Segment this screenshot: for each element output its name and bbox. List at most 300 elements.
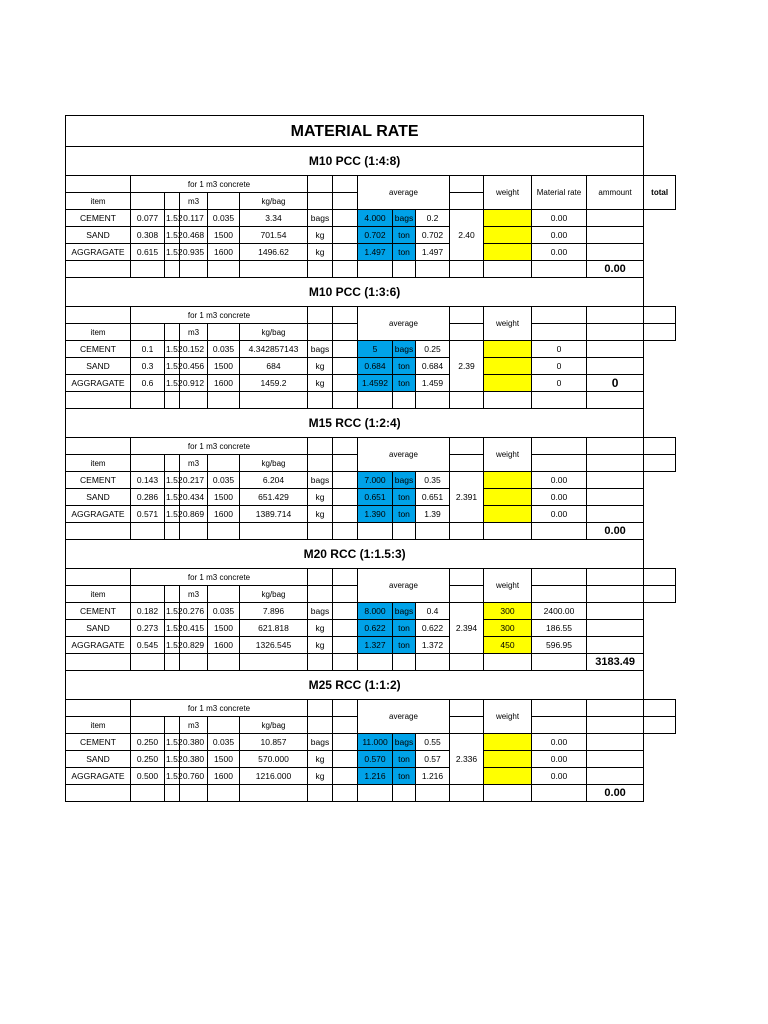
section-weight: 2.394: [450, 603, 484, 654]
blank: [644, 324, 676, 341]
data-row: [66, 768, 676, 785]
section-total: 3183.49: [587, 654, 644, 671]
blank: [587, 768, 644, 785]
factor-value: 1.52: [165, 637, 180, 654]
unit-value: kg: [308, 768, 333, 785]
for-label: for 1 m3 concrete: [131, 307, 308, 324]
blank: [333, 785, 358, 802]
amount-value: 0.00: [532, 472, 587, 489]
blank: [587, 489, 644, 506]
density-value: 1600: [208, 768, 240, 785]
item-name: AGGRAGATE: [66, 637, 131, 654]
weight-header: weight: [484, 569, 532, 603]
m3-value: 0.912: [180, 375, 208, 392]
average-value: 4.000: [358, 210, 393, 227]
weight-value: 0.702: [416, 227, 450, 244]
factor-value: 1.52: [165, 489, 180, 506]
blank: [165, 523, 180, 540]
blank: [450, 438, 484, 455]
weight-value: 0.651: [416, 489, 450, 506]
blank: [308, 717, 333, 734]
for-label: for 1 m3 concrete: [131, 176, 308, 193]
blank: [333, 227, 358, 244]
blank: [180, 392, 208, 409]
material-rate-input[interactable]: [484, 358, 532, 375]
blank: [416, 654, 450, 671]
ratio-value: 0.615: [131, 244, 165, 261]
density-value: 0.035: [208, 341, 240, 358]
section-title: M15 RCC (1:2:4): [66, 409, 644, 438]
page-title: MATERIAL RATE: [66, 116, 644, 147]
material-rate-sheet: [65, 115, 676, 802]
average-unit: ton: [393, 244, 416, 261]
ratio-value: 0.500: [131, 768, 165, 785]
blank: [308, 261, 333, 278]
item-name: SAND: [66, 358, 131, 375]
factor-value: 1.52: [165, 768, 180, 785]
item-name: SAND: [66, 227, 131, 244]
ratio-value: 0.143: [131, 472, 165, 489]
blank: [66, 438, 131, 455]
section-weight: 2.391: [450, 472, 484, 523]
kg-value: 6.204: [240, 472, 308, 489]
material-rate-input[interactable]: [484, 768, 532, 785]
weight-value: 1.216: [416, 768, 450, 785]
average-unit: bags: [393, 210, 416, 227]
blank: [308, 654, 333, 671]
average-unit: ton: [393, 227, 416, 244]
blank: [308, 193, 333, 210]
material-rate-input[interactable]: [484, 375, 532, 392]
blank: [333, 734, 358, 751]
blank: [450, 193, 484, 210]
average-unit: ton: [393, 506, 416, 523]
m3-value: 0.456: [180, 358, 208, 375]
average-unit: ton: [393, 489, 416, 506]
blank: [66, 176, 131, 193]
blank: [484, 261, 532, 278]
density-value: 1500: [208, 227, 240, 244]
factor-value: 1.52: [165, 244, 180, 261]
blank: [165, 324, 180, 341]
blank: [587, 734, 644, 751]
density-value: 0.035: [208, 472, 240, 489]
blank: [308, 324, 333, 341]
material-rate-input[interactable]: [484, 751, 532, 768]
kg-value: 570.000: [240, 751, 308, 768]
m3-value: 0.760: [180, 768, 208, 785]
blank: [240, 654, 308, 671]
average-header: average: [358, 438, 450, 472]
blank: [308, 785, 333, 802]
material-rate-input[interactable]: [484, 227, 532, 244]
weight-value: 1.372: [416, 637, 450, 654]
blank: [208, 261, 240, 278]
item-header: item: [66, 455, 131, 472]
sec-row: [66, 540, 676, 569]
blank: [308, 438, 333, 455]
blank: [333, 768, 358, 785]
average-value: 11.000: [358, 734, 393, 751]
m3-value: 0.869: [180, 506, 208, 523]
unit-value: kg: [308, 506, 333, 523]
head-row: [66, 307, 676, 324]
material-rate-input[interactable]: [484, 341, 532, 358]
average-unit: bags: [393, 734, 416, 751]
blank: [180, 523, 208, 540]
blank: [308, 700, 333, 717]
blank: [358, 261, 393, 278]
average-value: 0.570: [358, 751, 393, 768]
data-row: [66, 734, 676, 751]
blank: [484, 523, 532, 540]
item-header: item: [66, 586, 131, 603]
sec-row: [66, 278, 676, 307]
data-row: [66, 244, 676, 261]
for-label: for 1 m3 concrete: [131, 700, 308, 717]
ratio-value: 0.250: [131, 751, 165, 768]
weight-header: weight: [484, 700, 532, 734]
kgbag-header: kg/bag: [240, 455, 308, 472]
blank: [165, 261, 180, 278]
kg-value: 1459.2: [240, 375, 308, 392]
blank: [587, 244, 644, 261]
ratio-value: 0.308: [131, 227, 165, 244]
blank: [333, 375, 358, 392]
item-name: SAND: [66, 620, 131, 637]
factor-value: 1.52: [165, 734, 180, 751]
blank: [587, 210, 644, 227]
ratio-value: 0.545: [131, 637, 165, 654]
m3-header: m3: [180, 717, 208, 734]
amount-value: 0: [532, 375, 587, 392]
blank: [333, 637, 358, 654]
blank: [532, 785, 587, 802]
blank: [208, 586, 240, 603]
blank: [393, 523, 416, 540]
blank: [333, 193, 358, 210]
material-rate-input[interactable]: [484, 472, 532, 489]
blank: [644, 586, 676, 603]
factor-value: 1.52: [165, 358, 180, 375]
blank: [532, 455, 587, 472]
density-value: 0.035: [208, 210, 240, 227]
blank: [484, 785, 532, 802]
unit-value: kg: [308, 375, 333, 392]
factor-value: 1.52: [165, 620, 180, 637]
average-value: 7.000: [358, 472, 393, 489]
m3-header: m3: [180, 586, 208, 603]
unit-value: bags: [308, 341, 333, 358]
kg-value: 1496.62: [240, 244, 308, 261]
blank: [333, 455, 358, 472]
blank: [333, 751, 358, 768]
section-weight: 2.336: [450, 734, 484, 785]
blank: [450, 455, 484, 472]
average-unit: ton: [393, 751, 416, 768]
ratio-value: 0.250: [131, 734, 165, 751]
blank: [208, 654, 240, 671]
blank: [208, 785, 240, 802]
item-name: AGGRAGATE: [66, 768, 131, 785]
blank: [165, 193, 180, 210]
kg-value: 684: [240, 358, 308, 375]
material-rate-input[interactable]: 300: [484, 620, 532, 637]
m3-value: 0.380: [180, 734, 208, 751]
blank: [358, 654, 393, 671]
material-rate-input[interactable]: [484, 489, 532, 506]
amount-value: 0.00: [532, 751, 587, 768]
blank: [333, 324, 358, 341]
blank: [587, 637, 644, 654]
unit-value: bags: [308, 734, 333, 751]
blank: [450, 785, 484, 802]
m3-value: 0.217: [180, 472, 208, 489]
item-name: CEMENT: [66, 210, 131, 227]
blank: [587, 438, 644, 455]
unit-value: bags: [308, 210, 333, 227]
amount-value: 0.00: [532, 210, 587, 227]
sec-row: [66, 147, 676, 176]
m3-value: 0.415: [180, 620, 208, 637]
blank: [587, 700, 644, 717]
weight-value: 0.622: [416, 620, 450, 637]
average-header: average: [358, 307, 450, 341]
blank: [333, 307, 358, 324]
kgbag-header: kg/bag: [240, 324, 308, 341]
factor-value: 1.52: [165, 227, 180, 244]
ammount-header: ammount: [587, 176, 644, 210]
blank: [333, 654, 358, 671]
weight-value: 1.497: [416, 244, 450, 261]
blank: [450, 700, 484, 717]
weight-value: 0.684: [416, 358, 450, 375]
material-rate-input[interactable]: [484, 244, 532, 261]
average-value: 5: [358, 341, 393, 358]
data-row: [66, 489, 676, 506]
blank: [66, 785, 131, 802]
amount-value: 0: [532, 358, 587, 375]
weight-value: 0.2: [416, 210, 450, 227]
weight-value: 0.55: [416, 734, 450, 751]
blank: [333, 523, 358, 540]
m3-header: m3: [180, 193, 208, 210]
blank: [450, 307, 484, 324]
sec-row: [66, 671, 676, 700]
kg-value: 7.896: [240, 603, 308, 620]
material-rate-input[interactable]: 300: [484, 603, 532, 620]
head-row: [66, 438, 676, 455]
blank: [587, 358, 644, 375]
blank: [644, 455, 676, 472]
factor-value: 1.52: [165, 751, 180, 768]
section-weight: 2.39: [450, 341, 484, 392]
blank: [587, 603, 644, 620]
blank: [333, 603, 358, 620]
blank: [333, 261, 358, 278]
blank: [208, 523, 240, 540]
density-value: 1500: [208, 358, 240, 375]
blank: [333, 472, 358, 489]
unit-value: kg: [308, 751, 333, 768]
data-row: [66, 472, 676, 489]
m3-value: 0.117: [180, 210, 208, 227]
amount-value: 0.00: [532, 227, 587, 244]
factor-value: 1.52: [165, 506, 180, 523]
item-name: CEMENT: [66, 341, 131, 358]
blank: [240, 392, 308, 409]
blank: [450, 176, 484, 193]
blank: [644, 438, 676, 455]
blank: [165, 785, 180, 802]
item-name: AGGRAGATE: [66, 375, 131, 392]
blank: [416, 523, 450, 540]
blank: [532, 586, 587, 603]
data-row: [66, 523, 676, 540]
blank: [532, 569, 587, 586]
average-unit: ton: [393, 375, 416, 392]
blank: [131, 717, 165, 734]
factor-value: 1.52: [165, 375, 180, 392]
kg-value: 621.818: [240, 620, 308, 637]
blank: [208, 193, 240, 210]
ratio-value: 0.3: [131, 358, 165, 375]
blank: [644, 700, 676, 717]
blank: [308, 307, 333, 324]
blank: [240, 523, 308, 540]
blank: [333, 586, 358, 603]
unit-value: kg: [308, 227, 333, 244]
unit-value: kg: [308, 244, 333, 261]
kgbag-header: kg/bag: [240, 717, 308, 734]
m3-value: 0.152: [180, 341, 208, 358]
blank: [587, 717, 644, 734]
item-name: SAND: [66, 751, 131, 768]
blank: [587, 227, 644, 244]
section-title: M10 PCC (1:4:8): [66, 147, 644, 176]
blank: [165, 654, 180, 671]
section-weight: 2.40: [450, 210, 484, 261]
average-unit: bags: [393, 341, 416, 358]
blank: [587, 751, 644, 768]
ratio-value: 0.077: [131, 210, 165, 227]
m3-header: m3: [180, 455, 208, 472]
blank: [66, 261, 131, 278]
blank: [587, 472, 644, 489]
blank: [644, 569, 676, 586]
blank: [333, 244, 358, 261]
blank: [66, 569, 131, 586]
weight-header: weight: [484, 176, 532, 210]
blank: [131, 324, 165, 341]
blank: [333, 569, 358, 586]
blank: [532, 717, 587, 734]
section-title: M20 RCC (1:1.5:3): [66, 540, 644, 569]
blank: [416, 392, 450, 409]
data-row: [66, 261, 676, 278]
blank: [416, 261, 450, 278]
kgbag-header: kg/bag: [240, 586, 308, 603]
weight-value: 1.39: [416, 506, 450, 523]
for-label: for 1 m3 concrete: [131, 438, 308, 455]
ratio-value: 0.286: [131, 489, 165, 506]
blank: [66, 700, 131, 717]
section-title: M25 RCC (1:1:2): [66, 671, 644, 700]
blank: [393, 261, 416, 278]
data-row: [66, 392, 676, 409]
blank: [587, 586, 644, 603]
blank: [587, 392, 644, 409]
head-row: [66, 176, 676, 193]
factor-value: 1.52: [165, 603, 180, 620]
kg-value: 651.429: [240, 489, 308, 506]
amount-value: 0.00: [532, 244, 587, 261]
blank: [308, 392, 333, 409]
material-rate-input[interactable]: [484, 210, 532, 227]
item-header: item: [66, 324, 131, 341]
blank: [450, 392, 484, 409]
ratio-value: 0.6: [131, 375, 165, 392]
density-value: 1600: [208, 637, 240, 654]
average-header: average: [358, 700, 450, 734]
blank: [240, 261, 308, 278]
data-row: [66, 654, 676, 671]
kg-value: 1216.000: [240, 768, 308, 785]
average-unit: ton: [393, 620, 416, 637]
blank: [333, 717, 358, 734]
material-rate-header: Material rate: [532, 176, 587, 210]
unit-value: kg: [308, 489, 333, 506]
ratio-value: 0.1: [131, 341, 165, 358]
amount-value: 0.00: [532, 506, 587, 523]
average-unit: ton: [393, 358, 416, 375]
blank: [131, 392, 165, 409]
amount-value: 0.00: [532, 489, 587, 506]
blank: [484, 654, 532, 671]
m3-value: 0.468: [180, 227, 208, 244]
blank: [532, 392, 587, 409]
blank: [450, 654, 484, 671]
blank: [532, 654, 587, 671]
kg-value: 3.34: [240, 210, 308, 227]
m3-value: 0.434: [180, 489, 208, 506]
blank: [587, 620, 644, 637]
blank: [165, 586, 180, 603]
material-rate-input[interactable]: 450: [484, 637, 532, 654]
blank: [450, 569, 484, 586]
blank: [131, 455, 165, 472]
data-row: [66, 227, 676, 244]
blank: [131, 193, 165, 210]
blank: [240, 785, 308, 802]
material-rate-input[interactable]: [484, 506, 532, 523]
blank: [165, 717, 180, 734]
data-row: [66, 603, 676, 620]
blank: [333, 210, 358, 227]
kg-value: 4.342857143: [240, 341, 308, 358]
section-total: 0.00: [587, 261, 644, 278]
material-rate-input[interactable]: [484, 734, 532, 751]
blank: [66, 523, 131, 540]
blank: [532, 438, 587, 455]
blank: [131, 261, 165, 278]
average-value: 0.684: [358, 358, 393, 375]
blank: [131, 586, 165, 603]
data-row: [66, 210, 676, 227]
section-total: 0.00: [587, 785, 644, 802]
material-rate-table: [65, 115, 676, 802]
amount-value: 0.00: [532, 768, 587, 785]
